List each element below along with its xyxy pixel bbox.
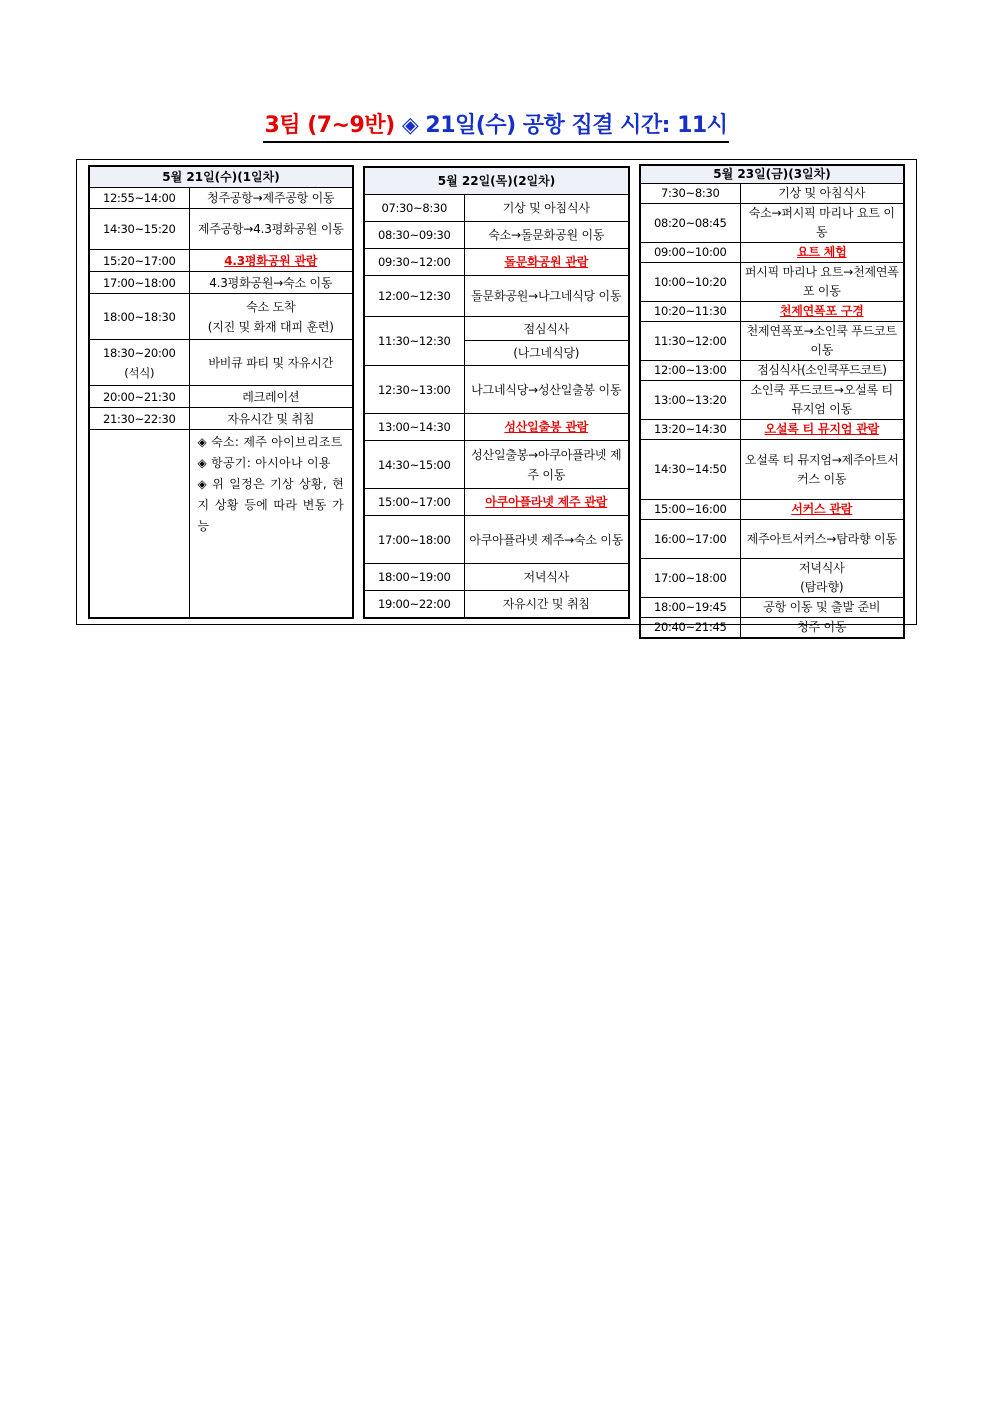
row-time: 18:00~19:45: [640, 598, 740, 618]
notes-cell: [189, 430, 353, 618]
table-row: [364, 222, 629, 249]
row-activity: 기상 및 아침식사: [740, 184, 904, 204]
note-lodging: ◈ 숙소: 제주 아이브리조트: [197, 435, 343, 449]
row-activity-line2: (지진 및 화재 대피 훈련): [207, 319, 334, 334]
row-activity: 청주 이동: [740, 618, 904, 639]
row-time: 18:00~19:00: [364, 564, 464, 591]
row-activity: 나그네식당→성산일출봉 이동: [464, 366, 629, 414]
row-time: 17:00~18:00: [89, 272, 189, 294]
row-activity-highlight: 서커스 관람: [791, 502, 853, 516]
table-row: [640, 322, 904, 361]
table-row: [640, 204, 904, 243]
table-row: [640, 361, 904, 381]
table-row: [89, 408, 353, 430]
row-activity: 점심식사: [464, 317, 629, 341]
row-activity-line1: 숙소 도착: [246, 299, 296, 314]
row-activity: 점심식사(소인쿡푸드코트): [740, 361, 904, 381]
table-row: [89, 272, 353, 294]
row-time: [89, 340, 189, 386]
table-row: [89, 386, 353, 408]
row-activity: [189, 294, 353, 340]
row-activity: 숙소→퍼시픽 마리나 요트 이동: [740, 204, 904, 243]
row-activity: 자유시간 및 취침: [189, 408, 353, 430]
title-gather-time: 21일(수) 공항 집결 시간: 11시: [425, 113, 728, 138]
note-airline: ◈ 항공기: 아시아나 이용: [197, 456, 331, 470]
row-time: 10:20~11:30: [640, 302, 740, 322]
row-activity: 4.3평화공원→숙소 이동: [189, 272, 353, 294]
row-activity: 오설록 티 뮤지엄→제주아트서커스 이동: [740, 440, 904, 500]
row-time: 20:00~21:30: [89, 386, 189, 408]
row-activity: 공항 이동 및 출발 준비: [740, 598, 904, 618]
row-activity: 제주공항→4.3평화공원 이동: [189, 209, 353, 250]
row-time: 10:00~10:20: [640, 263, 740, 302]
table-row: [640, 618, 904, 639]
row-time: 17:00~18:00: [640, 559, 740, 598]
day1-header: 5월 21일(수)(1일차): [89, 166, 353, 188]
row-time: 18:00~18:30: [89, 294, 189, 340]
row-time: 20:40~21:45: [640, 618, 740, 639]
day3-schedule-table: [639, 164, 905, 639]
table-row: [640, 598, 904, 618]
day2-schedule-table: [363, 166, 630, 619]
row-time: 12:00~13:00: [640, 361, 740, 381]
row-activity-highlight: 천제연폭포 구경: [779, 304, 864, 318]
table-row: [89, 188, 353, 209]
row-time: 13:20~14:30: [640, 420, 740, 440]
row-time: 14:30~15:00: [364, 441, 464, 489]
table-row: [364, 366, 629, 414]
row-time: 15:00~17:00: [364, 489, 464, 516]
note-disclaimer: ◈ 위 일정은 기상 상황, 현지 상황 등에 따라 변동 가능: [197, 477, 344, 533]
table-row: [640, 243, 904, 263]
table-row: [364, 564, 629, 591]
table-row: [89, 294, 353, 340]
table-row: [364, 317, 629, 341]
row-activity: 성산일출봉→아쿠아플라넷 제주 이동: [464, 441, 629, 489]
table-row: [640, 559, 904, 598]
table-row: [640, 500, 904, 520]
table-row: [640, 440, 904, 500]
row-time: 12:30~13:00: [364, 366, 464, 414]
row-activity-sub: (나그네식당): [464, 341, 629, 366]
row-activity: 저녁식사: [464, 564, 629, 591]
row-time-line1: 18:30~20:00: [102, 345, 176, 360]
row-activity: 아쿠아플라넷 제주→숙소 이동: [464, 516, 629, 564]
row-activity: 청주공항→제주공항 이동: [189, 188, 353, 209]
row-activity-line2: (탐라향): [800, 580, 844, 594]
table-row: [364, 591, 629, 618]
title-team: 3팀 (7~9반): [264, 113, 395, 138]
day3-header: 5월 23일(금)(3일차): [640, 165, 904, 184]
notes-row: [89, 430, 353, 618]
row-activity-line1: 저녁식사: [798, 561, 845, 575]
row-time: 19:00~22:00: [364, 591, 464, 618]
row-activity-highlight: 오설록 티 뮤지엄 관람: [764, 422, 879, 436]
table-row: [364, 516, 629, 564]
row-activity: 소인쿡 푸드코트→오설록 티 뮤지엄 이동: [740, 381, 904, 420]
table-row: [640, 302, 904, 322]
table-row: [640, 263, 904, 302]
row-time: 15:20~17:00: [89, 250, 189, 272]
table-row: [364, 414, 629, 441]
row-time: 13:00~13:20: [640, 381, 740, 420]
row-time: 21:30~22:30: [89, 408, 189, 430]
row-time: 14:30~14:50: [640, 440, 740, 500]
row-time: 14:30~15:20: [89, 209, 189, 250]
row-time: 07:30~8:30: [364, 195, 464, 222]
row-time: 13:00~14:30: [364, 414, 464, 441]
row-time: 16:00~17:00: [640, 520, 740, 559]
row-time: 09:00~10:00: [640, 243, 740, 263]
table-row: [364, 441, 629, 489]
row-activity: 기상 및 아침식사: [464, 195, 629, 222]
table-row: [640, 520, 904, 559]
table-row: [89, 340, 353, 386]
row-activity: 바비큐 파티 및 자유시간: [189, 340, 353, 386]
row-time-line2: (석식): [124, 365, 155, 380]
table-row: [89, 250, 353, 272]
notes-blank-cell: [89, 430, 189, 618]
table-row: [89, 209, 353, 250]
table-row: [364, 195, 629, 222]
row-activity: 돌문화공원→나그네식당 이동: [464, 276, 629, 317]
row-activity: 천제연폭포→소인쿡 푸드코트 이동: [740, 322, 904, 361]
row-time: 09:30~12:00: [364, 249, 464, 276]
row-activity: 제주아트서커스→탐라향 이동: [740, 520, 904, 559]
title-diamond-icon: ◈: [401, 113, 419, 138]
row-time: 11:30~12:00: [640, 322, 740, 361]
row-time: 7:30~8:30: [640, 184, 740, 204]
row-activity-highlight: 돌문화공원 관람: [504, 255, 589, 269]
table-row: [364, 489, 629, 516]
table-row: [364, 276, 629, 317]
row-activity-highlight: 4.3평화공원 관람: [224, 253, 318, 268]
row-activity-highlight: 아쿠아플라넷 제주 관람: [485, 495, 608, 509]
row-activity: [740, 559, 904, 598]
day2-header: 5월 22일(목)(2일차): [364, 167, 629, 195]
row-time: 15:00~16:00: [640, 500, 740, 520]
row-activity: 퍼시픽 마리나 요트→천제연폭포 이동: [740, 263, 904, 302]
row-time: 08:30~09:30: [364, 222, 464, 249]
table-row: [640, 420, 904, 440]
row-activity: 숙소→돌문화공원 이동: [464, 222, 629, 249]
row-activity-highlight: 요트 체험: [796, 245, 847, 259]
row-time: 08:20~08:45: [640, 204, 740, 243]
day1-schedule-table: [88, 165, 354, 619]
row-activity: 레크레이션: [189, 386, 353, 408]
table-row: [640, 184, 904, 204]
table-row: [640, 381, 904, 420]
table-row: [364, 249, 629, 276]
row-activity: 자유시간 및 취침: [464, 591, 629, 618]
row-time: 11:30~12:30: [364, 317, 464, 366]
row-time: 12:00~12:30: [364, 276, 464, 317]
row-activity-highlight: 성산일출봉 관람: [504, 420, 589, 434]
page-title: [0, 112, 992, 143]
row-time: 17:00~18:00: [364, 516, 464, 564]
row-time: 12:55~14:00: [89, 188, 189, 209]
